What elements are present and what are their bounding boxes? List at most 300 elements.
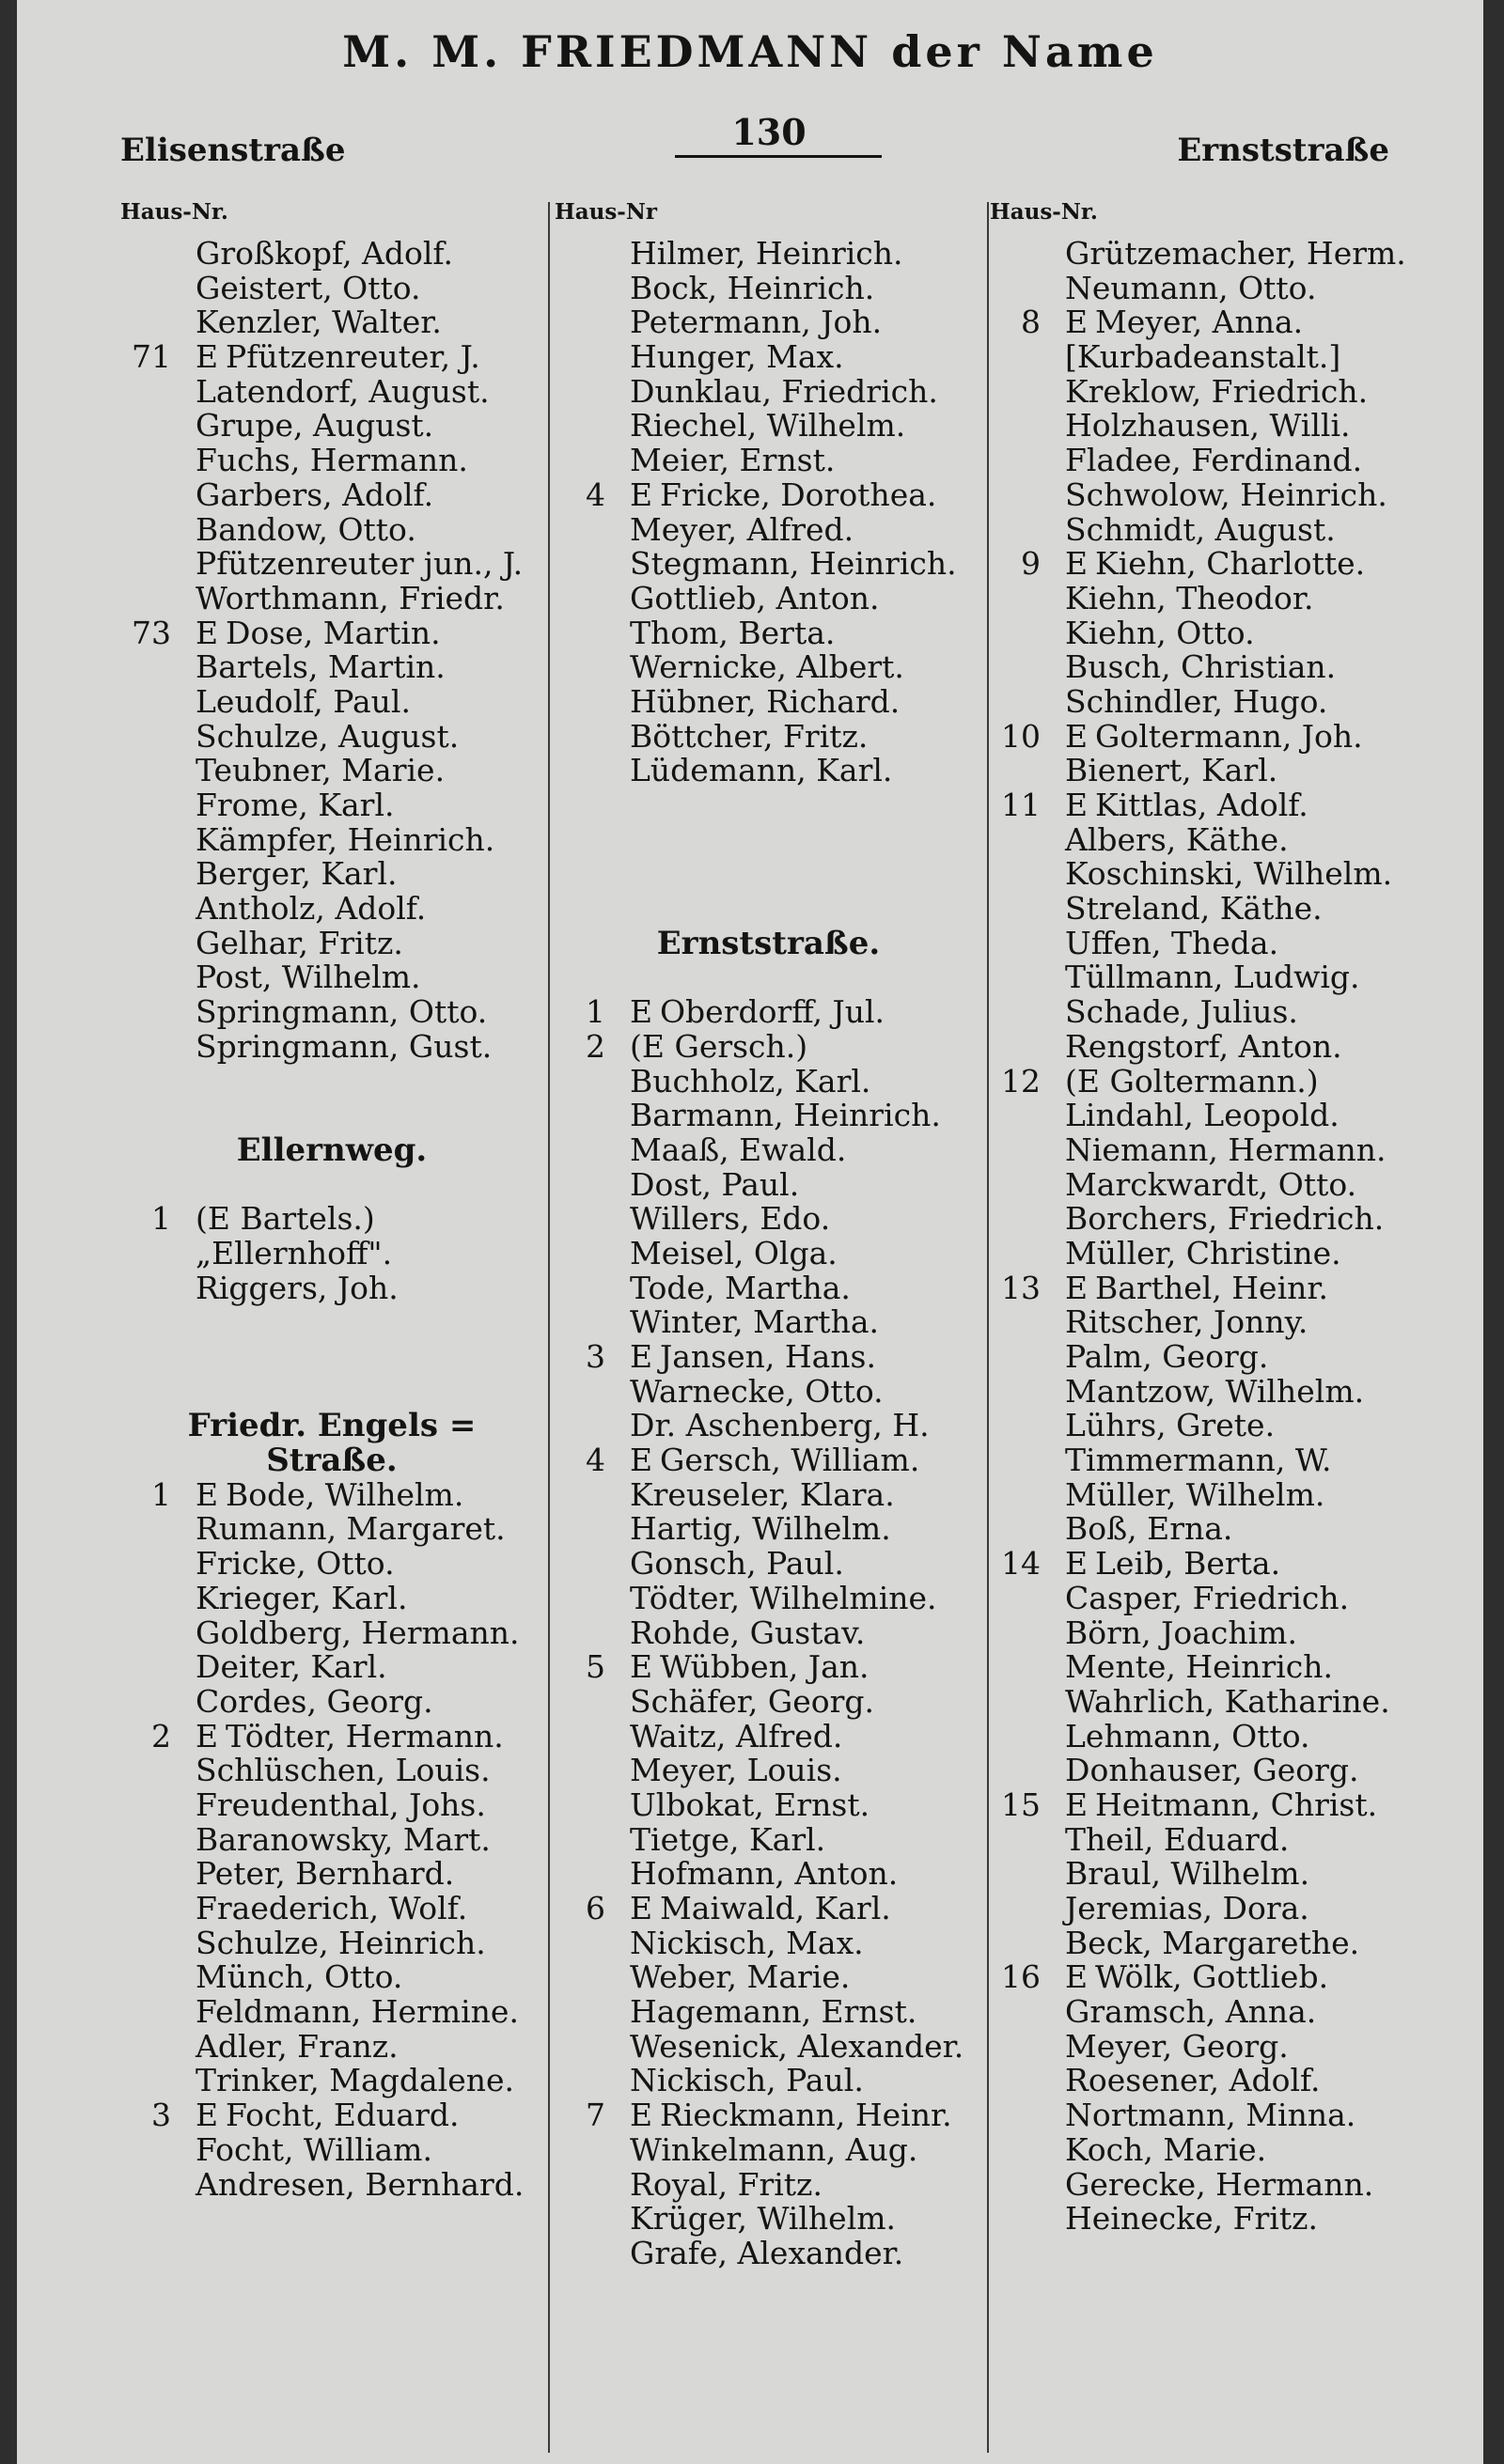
house-number: 13 — [1001, 1269, 1041, 1306]
resident-name: Lehmann, Otto. — [1065, 1717, 1310, 1754]
spacer — [120, 1168, 543, 1203]
resident-name: Hartig, Wilhelm. — [630, 1510, 891, 1548]
page-banner: M. M. FRIEDMANN der Name — [342, 26, 1158, 77]
resident-name: Dose, Martin. — [226, 614, 441, 651]
column-3 — [990, 199, 1479, 2237]
resident-name: Kreklow, Friedrich. — [1065, 372, 1369, 410]
resident-name: Hofmann, Anton. — [630, 1855, 899, 1893]
resident-name: Schulze, Heinrich. — [196, 1924, 486, 1961]
resident-entry — [990, 1547, 1479, 1582]
resident-name: Lührs, Grete. — [1065, 1407, 1276, 1444]
resident-name: Nickisch, Max. — [630, 1924, 864, 1961]
resident-entry — [990, 682, 1479, 720]
resident-entry — [990, 1512, 1479, 1547]
resident-entry — [990, 1165, 1479, 1203]
resident-name: Pfützenreuter, J. — [226, 338, 480, 376]
resident-name: Heinecke, Fritz. — [1065, 2200, 1318, 2238]
resident-name: Busch, Christian. — [1065, 648, 1337, 686]
resident-entry — [120, 1788, 543, 1823]
resident-entry — [990, 1202, 1479, 1237]
resident-name: Dunklau, Friedrich. — [630, 372, 938, 410]
resident-entry — [990, 579, 1479, 616]
resident-entry — [120, 1820, 543, 1858]
resident-entry — [990, 960, 1479, 995]
resident-entry — [120, 547, 543, 582]
resident-name: Meyer, Georg. — [1065, 2027, 1289, 2065]
resident-name: Royal, Fritz. — [630, 2165, 822, 2203]
resident-entry — [120, 1717, 543, 1754]
resident-entry — [120, 444, 543, 478]
resident-name: Leudolf, Paul. — [196, 682, 411, 720]
resident-name: Geistert, Otto. — [196, 269, 421, 306]
resident-entry — [990, 820, 1479, 858]
resident-name: Kiehn, Theodor. — [1065, 579, 1314, 616]
resident-entry — [990, 478, 1479, 513]
resident-entry — [555, 409, 982, 444]
resident-entry — [120, 2064, 543, 2098]
owner-marker: E — [196, 1717, 219, 1754]
house-number: 11 — [1001, 787, 1041, 823]
resident-name: Waitz, Alfred. — [630, 1717, 843, 1754]
resident-entry — [120, 1857, 543, 1892]
house-number: 10 — [1001, 717, 1041, 755]
resident-entry — [990, 1857, 1479, 1892]
resident-name: Müller, Wilhelm. — [1065, 1475, 1325, 1513]
resident-name: Boß, Erna. — [1065, 1510, 1233, 1548]
running-head-right: Ernststraße — [1177, 132, 1389, 169]
column-divider — [987, 202, 989, 2453]
column-divider — [548, 202, 550, 2453]
resident-name: Winter, Martha. — [630, 1303, 879, 1341]
resident-name: Trinker, Magdalene. — [196, 2062, 514, 2099]
resident-name: Rumann, Margaret. — [196, 1510, 506, 1548]
resident-entry — [555, 1271, 982, 1306]
resident-entry — [990, 444, 1479, 478]
house-number: 5 — [586, 1648, 605, 1686]
resident-entry — [990, 1820, 1479, 1858]
resident-entry — [990, 1062, 1479, 1099]
resident-entry — [555, 305, 982, 340]
resident-entry — [990, 2064, 1479, 2098]
resident-entry — [990, 1099, 1479, 1133]
resident-name: Borchers, Friedrich. — [1065, 1200, 1385, 1238]
resident-name: (E Gersch.) — [630, 1027, 808, 1065]
haus-nr-label: Haus-Nr — [555, 199, 657, 225]
resident-name: Buchholz, Karl. — [630, 1062, 871, 1099]
resident-name: Adler, Franz. — [196, 2027, 399, 2065]
resident-entry — [120, 960, 543, 995]
resident-entry — [990, 924, 1479, 961]
resident-name: Mente, Heinrich. — [1065, 1648, 1334, 1686]
resident-entry — [555, 478, 982, 513]
resident-entry — [555, 1062, 982, 1099]
resident-name: Müller, Christine. — [1065, 1234, 1341, 1271]
resident-name: Tüllmann, Ludwig. — [1065, 959, 1360, 996]
resident-name: Warnecke, Otto. — [630, 1372, 884, 1410]
resident-entry — [555, 2130, 982, 2168]
resident-entry — [555, 754, 982, 788]
resident-name: Wölk, Gottlieb. — [1095, 1958, 1329, 1996]
resident-entry — [555, 2234, 982, 2271]
resident-name: Schlüschen, Louis. — [196, 1752, 491, 1789]
resident-entry — [120, 650, 543, 685]
resident-entry — [555, 1650, 982, 1685]
resident-entry — [990, 1650, 1479, 1685]
resident-name: Latendorf, August. — [196, 372, 490, 410]
resident-name: Riggers, Joh. — [196, 1269, 399, 1306]
resident-name: Fladee, Ferdinand. — [1065, 442, 1363, 479]
resident-name: Frome, Karl. — [196, 787, 395, 823]
directory-page — [17, 0, 1483, 2464]
resident-entry — [120, 1027, 543, 1065]
owner-marker: E — [196, 2097, 219, 2134]
resident-name: Springmann, Otto. — [196, 993, 488, 1031]
resident-entry — [990, 2202, 1479, 2237]
resident-entry — [990, 650, 1479, 685]
resident-name: Baranowsky, Mart. — [196, 1820, 491, 1858]
resident-entry — [990, 995, 1479, 1030]
resident-entry — [990, 788, 1479, 823]
resident-entry — [990, 1579, 1479, 1616]
resident-name: Focht, William. — [196, 2130, 432, 2168]
street-heading: Friedr. Engels = Straße. — [187, 1407, 477, 1480]
resident-name: Kämpfer, Heinrich. — [196, 820, 495, 858]
resident-name: Donhauser, Georg. — [1065, 1752, 1359, 1789]
resident-entry — [120, 269, 543, 306]
resident-name: Meyer, Alfred. — [630, 510, 854, 548]
resident-name: Schade, Julius. — [1065, 993, 1298, 1031]
resident-name: Grafe, Alexander. — [630, 2234, 904, 2271]
resident-entry — [120, 2165, 543, 2203]
resident-name: Barmann, Heinrich. — [630, 1097, 941, 1134]
resident-name: Lüdemann, Karl. — [630, 752, 893, 789]
resident-name: Kiehn, Charlotte. — [1095, 545, 1366, 583]
resident-name: Post, Wilhelm. — [196, 959, 421, 996]
resident-entry — [555, 1340, 982, 1375]
resident-entry — [990, 510, 1479, 548]
owner-marker: E — [1065, 717, 1089, 755]
resident-entry — [555, 1579, 982, 1616]
resident-name: Holzhausen, Willi. — [1065, 407, 1351, 444]
resident-name: (E Bartels.) — [196, 1200, 375, 1238]
resident-entry — [555, 547, 982, 582]
resident-name: Meier, Ernst. — [630, 442, 836, 479]
resident-entry — [555, 1857, 982, 1892]
owner-marker: E — [1065, 787, 1089, 823]
resident-entry — [990, 1133, 1479, 1168]
resident-name: Albers, Käthe. — [1065, 820, 1289, 858]
resident-entry — [990, 409, 1479, 444]
owner-marker: E — [196, 614, 219, 651]
resident-name: Tödter, Hermann. — [226, 1717, 504, 1754]
owner-marker: E — [196, 1475, 219, 1513]
resident-entry — [990, 372, 1479, 410]
resident-name: Dost, Paul. — [630, 1165, 800, 1203]
resident-entry — [555, 1682, 982, 1720]
resident-entry — [120, 1512, 543, 1547]
resident-name: Hagemann, Ernst. — [630, 1993, 917, 2031]
resident-entry — [555, 237, 982, 272]
resident-entry — [990, 1305, 1479, 1340]
resident-entry — [120, 616, 543, 651]
resident-name: Großkopf, Adolf. — [196, 235, 453, 272]
resident-name: Lindahl, Leopold. — [1065, 1097, 1340, 1134]
resident-entry — [555, 1960, 982, 1995]
resident-entry — [555, 682, 982, 720]
resident-name: Riechel, Wilhelm. — [630, 407, 906, 444]
resident-entry — [990, 305, 1479, 340]
resident-entry — [990, 1892, 1479, 1926]
resident-entry — [120, 1271, 543, 1306]
resident-entry — [990, 1372, 1479, 1410]
resident-entry — [990, 1271, 1479, 1306]
resident-name: Nickisch, Paul. — [630, 2062, 864, 2099]
resident-entry — [555, 1717, 982, 1754]
resident-name: Gonsch, Paul. — [630, 1545, 844, 1583]
house-number: 16 — [1001, 1958, 1041, 1996]
resident-entry — [555, 579, 982, 616]
resident-name: Kreuseler, Klara. — [630, 1475, 895, 1513]
resident-name: Deiter, Karl. — [196, 1648, 387, 1686]
resident-entry — [555, 1305, 982, 1340]
resident-entry — [990, 2165, 1479, 2203]
resident-name: Weber, Marie. — [630, 1958, 851, 1996]
house-number: 2 — [151, 1717, 171, 1754]
resident-entry — [120, 2027, 543, 2065]
resident-name: Grupe, August. — [196, 407, 434, 444]
owner-marker: E — [630, 2097, 653, 2134]
column-1 — [120, 199, 543, 2202]
resident-name: Bock, Heinrich. — [630, 269, 875, 306]
street-heading: Ernststraße. — [656, 924, 881, 962]
resident-entry — [990, 547, 1479, 582]
resident-name: Wernicke, Albert. — [630, 648, 904, 686]
resident-name: Ritscher, Jonny. — [1065, 1303, 1308, 1341]
resident-entry — [990, 2027, 1479, 2065]
resident-entry — [555, 1409, 982, 1443]
resident-name: Schulze, August. — [196, 717, 460, 755]
resident-entry — [555, 2098, 982, 2133]
haus-nr-label: Haus-Nr. — [990, 199, 1098, 225]
resident-entry — [120, 372, 543, 410]
resident-name: Rengstorf, Anton. — [1065, 1027, 1342, 1065]
resident-entry — [120, 682, 543, 720]
resident-entry — [120, 1234, 543, 1271]
resident-name: Petermann, Joh. — [630, 304, 883, 341]
resident-entry — [990, 1717, 1479, 1754]
house-number: 15 — [1001, 1786, 1041, 1823]
resident-name: Kiehn, Otto. — [1065, 614, 1255, 651]
resident-entry — [555, 1926, 982, 1961]
resident-name: Kittlas, Adolf. — [1095, 787, 1308, 823]
resident-name: Leib, Berta. — [1095, 1545, 1281, 1583]
resident-entry — [990, 1788, 1479, 1823]
resident-entry — [990, 1409, 1479, 1443]
resident-entry — [120, 1616, 543, 1651]
resident-name: Thom, Berta. — [630, 614, 836, 651]
resident-name: Gerecke, Hermann. — [1065, 2165, 1374, 2203]
resident-name: Focht, Eduard. — [226, 2097, 460, 2134]
resident-name: Meisel, Olga. — [630, 1234, 838, 1271]
house-number: 14 — [1001, 1545, 1041, 1583]
resident-name: Grützemacher, Herm. — [1065, 235, 1406, 272]
resident-entry — [120, 857, 543, 892]
resident-name: Timmermann, W. — [1065, 1442, 1332, 1479]
resident-name: Roesener, Adolf. — [1065, 2062, 1321, 2099]
resident-name: Tödter, Wilhelmine. — [630, 1579, 937, 1616]
resident-entry — [990, 340, 1479, 375]
resident-entry — [555, 1234, 982, 1271]
house-number: 3 — [151, 2097, 171, 2134]
resident-name: Bandow, Otto. — [196, 510, 416, 548]
owner-marker: E — [196, 338, 219, 376]
resident-entry — [120, 995, 543, 1030]
house-number: 12 — [1001, 1062, 1041, 1099]
resident-name: Rieckmann, Heinr. — [660, 2097, 952, 2134]
resident-entry — [555, 1475, 982, 1513]
resident-name: Beck, Margarethe. — [1065, 1924, 1360, 1961]
owner-marker: E — [1065, 1269, 1089, 1306]
resident-name: Rohde, Gustav. — [630, 1614, 866, 1651]
resident-entry — [120, 892, 543, 927]
house-number: 1 — [586, 993, 605, 1031]
resident-entry — [555, 510, 982, 548]
resident-name: Stegmann, Heinrich. — [630, 545, 957, 583]
resident-entry — [555, 1754, 982, 1788]
resident-name: Hilmer, Heinrich. — [630, 235, 903, 272]
resident-entry — [555, 340, 982, 375]
resident-entry — [555, 269, 982, 306]
resident-name: Schäfer, Georg. — [630, 1682, 875, 1720]
page-number: 130 — [731, 111, 807, 153]
resident-name: Jeremias, Dora. — [1065, 1890, 1309, 1926]
resident-name: Schmidt, August. — [1065, 510, 1336, 548]
resident-name: Andresen, Bernhard. — [196, 2165, 525, 2203]
resident-name: Fraederich, Wolf. — [196, 1890, 468, 1926]
resident-entry — [990, 237, 1479, 272]
resident-entry — [990, 1234, 1479, 1271]
resident-entry — [120, 1995, 543, 2030]
resident-entry — [555, 1443, 982, 1478]
resident-name: Casper, Friedrich. — [1065, 1579, 1350, 1616]
resident-entry — [120, 820, 543, 858]
spacer — [120, 1340, 543, 1375]
resident-name: Gramsch, Anna. — [1065, 1993, 1317, 2031]
resident-name: Jansen, Hans. — [660, 1338, 876, 1375]
resident-name: Peter, Bernhard. — [196, 1855, 455, 1893]
page-number-rule — [675, 155, 882, 158]
resident-entry — [120, 1650, 543, 1685]
spacer — [120, 1305, 543, 1340]
house-number: 73 — [132, 614, 171, 651]
resident-entry — [555, 2027, 982, 2065]
resident-name: Wübben, Jan. — [660, 1648, 870, 1686]
spacer — [555, 857, 982, 892]
resident-name: Fricke, Otto. — [196, 1545, 395, 1583]
resident-entry — [555, 1616, 982, 1651]
resident-name: Schindler, Hugo. — [1065, 682, 1328, 720]
resident-entry — [990, 1616, 1479, 1651]
house-number: 1 — [151, 1475, 171, 1513]
resident-name: Dr. Aschenberg, H. — [630, 1407, 930, 1444]
house-number: 6 — [586, 1890, 605, 1926]
resident-entry — [120, 478, 543, 513]
resident-entry — [555, 444, 982, 478]
resident-name: Hunger, Max. — [630, 338, 844, 376]
resident-entry — [120, 788, 543, 823]
resident-entry — [120, 1547, 543, 1582]
resident-entry — [555, 995, 982, 1030]
resident-name: Bartels, Martin. — [196, 648, 446, 686]
resident-entry — [120, 237, 543, 272]
resident-entry — [120, 717, 543, 755]
resident-name: Fricke, Dorothea. — [660, 476, 937, 513]
resident-entry — [990, 1926, 1479, 1961]
resident-name: Willers, Edo. — [630, 1200, 831, 1238]
resident-name: Marckwardt, Otto. — [1065, 1165, 1357, 1203]
resident-entry — [120, 1682, 543, 1720]
resident-name: Maaß, Ewald. — [630, 1131, 847, 1168]
resident-entry — [555, 1547, 982, 1582]
house-number: 4 — [586, 1442, 605, 1479]
resident-name: Krieger, Karl. — [196, 1579, 408, 1616]
resident-entry — [555, 1027, 982, 1065]
house-number: 1 — [151, 1200, 171, 1238]
house-number: 7 — [586, 2097, 605, 2134]
owner-marker: E — [630, 476, 653, 513]
resident-name: Oberdorff, Jul. — [660, 993, 885, 1031]
resident-name: Barthel, Heinr. — [1095, 1269, 1329, 1306]
resident-entry — [555, 1788, 982, 1823]
resident-entry — [555, 1372, 982, 1410]
resident-name: Wahrlich, Katharine. — [1065, 1682, 1390, 1720]
resident-name: Winkelmann, Aug. — [630, 2130, 918, 2168]
resident-name: Schwolow, Heinrich. — [1065, 476, 1387, 513]
resident-entry — [120, 1926, 543, 1961]
resident-entry — [990, 717, 1479, 755]
resident-entry — [120, 1579, 543, 1616]
resident-entry — [120, 1892, 543, 1926]
resident-entry — [990, 857, 1479, 892]
running-head-left: Elisenstraße — [120, 132, 346, 169]
resident-name: (E Goltermann.) — [1065, 1062, 1319, 1099]
spacer — [555, 788, 982, 823]
house-number: 2 — [586, 1027, 605, 1065]
resident-name: Tode, Martha. — [630, 1269, 851, 1306]
owner-marker: E — [630, 1442, 653, 1479]
resident-entry — [555, 1202, 982, 1237]
resident-name: Maiwald, Karl. — [660, 1890, 891, 1926]
resident-name: Nortmann, Minna. — [1065, 2097, 1356, 2134]
owner-marker: E — [1065, 545, 1089, 583]
resident-entry — [555, 2202, 982, 2237]
resident-name: Pfützenreuter jun., J. — [196, 545, 524, 583]
resident-name: Braul, Wilhelm. — [1065, 1855, 1310, 1893]
resident-name: Berger, Karl. — [196, 855, 398, 893]
resident-entry — [990, 1443, 1479, 1478]
resident-name: Tietge, Karl. — [630, 1820, 826, 1858]
resident-entry — [555, 1099, 982, 1133]
resident-name: Gersch, William. — [660, 1442, 920, 1479]
house-number: 8 — [1021, 304, 1041, 341]
resident-entry — [990, 892, 1479, 927]
resident-entry — [990, 1340, 1479, 1375]
resident-name: „Ellernhoff". — [196, 1234, 393, 1271]
owner-marker: E — [630, 993, 653, 1031]
resident-name: Teubner, Marie. — [196, 752, 446, 789]
resident-entry — [555, 1133, 982, 1168]
haus-nr-label: Haus-Nr. — [120, 199, 228, 225]
